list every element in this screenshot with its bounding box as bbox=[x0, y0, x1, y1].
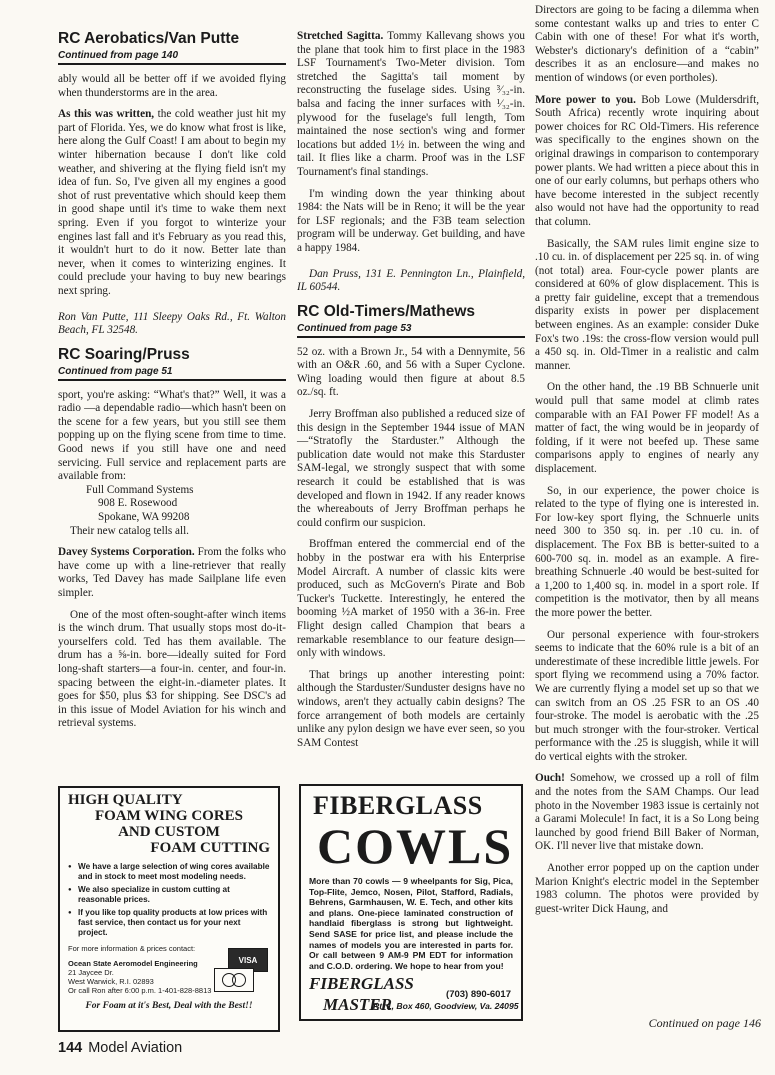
ad-contact-label: For more information & prices contact: bbox=[68, 944, 196, 953]
ad-headline: HIGH QUALITY bbox=[68, 792, 183, 808]
paragraph-lead: Stretched Sagitta. bbox=[297, 30, 384, 42]
author-signature: Dan Pruss, 131 E. Pennington Ln., Plainfield, IL 60544. bbox=[297, 267, 525, 294]
continued-from-aerobatics: Continued from page 140 bbox=[58, 50, 286, 65]
paragraph: Their new catalog tells all. bbox=[70, 524, 189, 537]
section-title-aerobatics: RC Aerobatics/Van Putte bbox=[58, 30, 240, 47]
ad-address: West Warwick, R.I. 02893 bbox=[68, 977, 154, 986]
ad-address: 21 Jaycee Dr. bbox=[68, 968, 114, 977]
paragraph-lead: More power to you. bbox=[535, 93, 636, 106]
ad-headline: FOAM WING CORES bbox=[94, 808, 244, 824]
paragraph-text: the cold weather just hit my part of Florida. Yes, we do know what frost is like, here along the Gulf Coast! I am about to begin my winter hibernation because I don't like cold weather, and shivering at the flying field isn't my idea of fun. So, I've given all my engines a good shot of rust preventative which should keep them in good shape until it's time to wake them next spring. Even if you forgot to winterize your engines last fall and it's February as you read this, it wouldn't hurt to do it now. Better late than never, when it comes to winterizing engines. It could preclude your having to buy new bearings next spring. bbox=[58, 108, 286, 297]
ad-phone: Or call Ron after 6:00 p.m. 1-401-828-8813 bbox=[68, 986, 212, 995]
ad-tagline: For Foam at it's Best, Deal with the Best!! bbox=[85, 1001, 253, 1011]
ad-headline: COWLS bbox=[317, 818, 514, 874]
ad-headline: AND CUSTOM bbox=[118, 824, 220, 840]
address-line: Spokane, WA 99208 bbox=[98, 511, 190, 524]
ad-logo: MASTER bbox=[323, 995, 392, 1015]
address-line: 908 E. Rosewood bbox=[98, 497, 178, 510]
paragraph-text: Bob Lowe (Muldersdrift, South Africa) recently wrote inquiring about power choices for RC Old-Timers. His reference was specifically to the engines shown on the original drawings in comparison to contemporary power plants. We had written a piece about this in one of our early columns, but perhaps others who have become interested in the subject recently also would not have had the opportunity to read that column. bbox=[535, 93, 759, 228]
paragraph: Broffman entered the commercial end of the hobby in the postwar era with his Enterprise Model Aircraft. A number of classic kits were produced, such as McGovern's Pirate and Bob Tucker's Tuckette. Interestingly, he entered the booming ½A market of 1950 with a 36-in. Free Flight design called Champion that bears a remarkable resemblance to our feature design—only with windows. bbox=[297, 538, 525, 660]
author-signature: Ron Van Putte, 111 Sleepy Oaks Rd., Ft. Walton Beach, FL 32548. bbox=[58, 310, 286, 337]
paragraph-text: Tommy Kallevang shows you the plane that took him to first place in the 1983 LSF Tournament's Two-Meter division. Tom stretched the Sagitta's tail moment by reconstructing the fuselage sides. Using ³⁄₃₂-in. balsa and facing the inner surfaces with ¹⁄₃₂-in. plywood for the fuselage's full length, Tom maintained the nose section's wing and former locations but added 1½ in. between the wing and tail. It flies like a charm. Proof was in the LSF Tournament's final standings. bbox=[297, 30, 526, 178]
ad-bullet: ● We have a large selection of wing cores available and in stock to meet most modeling needs. bbox=[68, 862, 270, 882]
visa-card-icon: VISA bbox=[228, 948, 268, 972]
ad-fiberglass-cowls bbox=[299, 784, 523, 1021]
paragraph: Jerry Broffman also published a reduced size of this design in the September 1944 issue of MAN—“Stratofly the Starduster.” Although the publication date would not make this Starduster SAM-legal, we strongly suspect that with some research it could be established that is was developed and flown in 1942. If any reader knows the whereabouts of Jerry Broffman perhaps he could confirm our suspicion. bbox=[297, 408, 525, 529]
paragraph: On the other hand, the .19 BB Schnuerle unit would pull that same model at climb rates comparable with an FAI Power FF model! As a matter of fact, the wing would be in jeopardy of folding, if it were not beefed up. These same comparisons apply to engines of nearly any displacement. bbox=[535, 381, 759, 475]
paragraph bbox=[58, 108, 286, 298]
paragraph: One of the most often-sought-after winch items is the winch drum. That usually stops most do-it-yourselfers cold. Ted has them available. The drum has a ⅝-in. bore—ideally suited for Ford long-shaft starters—a four-in. center, and four-in. spacing between the eight-in.-diameter plates. It goes for $50, plus $3 for shipping. See DSC's ad in this issue of Model Aviation for his winch and retrieval systems. bbox=[58, 608, 286, 730]
paragraph bbox=[297, 30, 525, 180]
section-title-old-timers: RC Old-Timers/Mathews bbox=[297, 302, 476, 320]
paragraph: sport, you're asking: “What's that?” Well, it was a radio —a dependable radio—which hasn't been on the scene for a few years, but you still see them popping up on the flying scene from time to time. Good news if you still have one and need servicing. Full service and replacement parts are available from: bbox=[58, 388, 286, 483]
paragraph-lead: Davey Systems Corporation. bbox=[58, 546, 195, 559]
ad-phone: (703) 890-6017 bbox=[446, 989, 511, 1000]
mastercard-icon bbox=[214, 968, 254, 992]
paragraph-text: From the folks who have come up with a line-retriever that really works, Ted Davey has made Sailplane life even simpler. bbox=[58, 546, 286, 599]
ad-bullet: ● If you like top quality products at low prices with fast service, then contact us for your next project. bbox=[68, 908, 270, 938]
continued-on-page: Continued on page 146 bbox=[648, 1016, 761, 1030]
publication-title: Model Aviation bbox=[88, 1040, 183, 1056]
ad-company: Ocean State Aeromodel Engineering bbox=[68, 959, 198, 968]
paragraph: Our personal experience with four-strokers seems to indicate that the 60% rule is a bit of an underestimate of these incredible little jewels. For sport flying we recommend using a 70% factor. We are currently flying a model set up so that we can switch from an OS .25 FSR to an OS .40 four-stroke. The model is aerobatic with the .25 but much stronger with the four-stroker. Vertical performance with the .25 is sluggish, while it will do vertical eights with the stroker. bbox=[535, 628, 759, 763]
continued-from-soaring: Continued from page 51 bbox=[58, 366, 286, 381]
paragraph bbox=[58, 546, 286, 600]
column-1 bbox=[58, 30, 286, 739]
paragraph: 52 oz. with a Brown Jr., 54 with a Dennymite, 56 with an O&R .60, and 56 with a Super Cyclone. Wing loading would then figure at about 8.5 oz./sq. ft. bbox=[297, 345, 525, 399]
column-3 bbox=[535, 4, 759, 924]
ad-foam-wing-cores bbox=[58, 786, 280, 1032]
page-footer bbox=[58, 1040, 182, 1056]
ad-bullet: ● We also specialize in custom cutting at reasonable prices. bbox=[68, 885, 270, 905]
ad-headline: FOAM CUTTING bbox=[150, 840, 270, 856]
ad-bullet-list bbox=[68, 862, 270, 938]
ad-logo: FIBERGLASS bbox=[309, 974, 414, 994]
paragraph bbox=[535, 772, 759, 854]
section-title-soaring: RC Soaring/Pruss bbox=[58, 345, 190, 363]
paragraph: Basically, the SAM rules limit engine size to .10 cu. in. of displacement per 225 sq. in. of wing (not total) area. Four-cycle power plants are considered at 60% of glow displacement. This is a pretty fair guideline, except that a tremendous disparity exists in power per displacement between engines. As an example: consider Duke Fox's two .19s: the cross-flow version would pull a 450 sq. in. Old-Timer in a realistic and calm manner. bbox=[535, 237, 759, 372]
ad-address: Rt. 1, Box 460, Goodview, Va. 24095 bbox=[373, 1001, 519, 1011]
paragraph: ably would all be better off if we avoided flying when thunderstorms are in the area. bbox=[58, 73, 286, 99]
paragraph-text: Somehow, we crossed up a roll of film and the notes from the SAM Champs. Our lead photo in the November 1983 issue is certainly not a Garami Molecule! In fact, it is a So Long being launched by good friend Bill Baker of Norman, OK. I'll never live that mistake down. bbox=[535, 772, 759, 853]
ad-headline: FIBERGLASS bbox=[313, 791, 483, 820]
paragraph-lead: As this was written, bbox=[58, 108, 155, 121]
page-number: 144 bbox=[58, 1040, 83, 1056]
paragraph: Another error popped up on the caption under Marion Knight's electric model in the September 1983 column. The photos were provided by guest-writer Dick Haung, and bbox=[535, 862, 759, 915]
continued-from-old-timers: Continued from page 53 bbox=[297, 323, 525, 338]
paragraph: I'm winding down the year thinking about 1984: the Nats will be in Reno; it will be the year for LSF regionals; and the F3B team selection program will be underway. Get building, and have a happy 1984. bbox=[297, 187, 525, 254]
address-line: Full Command Systems bbox=[86, 483, 194, 496]
ad-body: More than 70 cowls — 9 wheelpants for Sig, Pica, Top-Flite, Jemco, Nosen, Pilot, Stafford, Radials, Behrens, Garmhausen, W. E. Tech, and other kits and plans. One-piece laminated construction of handlaid fiberglass is strong but lightweight. Send SASE for price list, and please include the names of models you are interested in parts for. Or call between 9 AM-9 PM EDT for information and C.O.D. ordering. We hope to hear from you! bbox=[309, 876, 513, 971]
paragraph: Directors are going to be facing a dilemma when some contestant walks up and tries to enter C Cabin with one of these! For what it's worth, Webster's dictionary's definition of a “cabin” describes it as an enclosure—and makes no mention of windows (or even portholes). bbox=[535, 4, 759, 84]
paragraph bbox=[535, 94, 759, 230]
column-2 bbox=[297, 30, 525, 758]
paragraph: That brings up another interesting point: although the Starduster/Sunduster designs have no windows, aren't they actually cabin designs? The force arrangement of both models are certainly unlike any pylon design we have ever seen, so you SAM Contest bbox=[297, 668, 525, 749]
paragraph: So, in our experience, the power choice is related to the type of flying one is interested in. For low-key sport flying, the Schnuerle units need 300 to 350 sq. in. per .10 cu. in. of displacement. The Fox BB is better-suited to a 600-700 sq. in. model as an example. A fire-breathing Schnuerle .40 would be best-suited for a 1,200 to 1,400 sq. in. model in a sport role. If competition is the motivator, then by all means the more power the better. bbox=[535, 484, 759, 619]
paragraph-lead: Ouch! bbox=[535, 772, 565, 785]
